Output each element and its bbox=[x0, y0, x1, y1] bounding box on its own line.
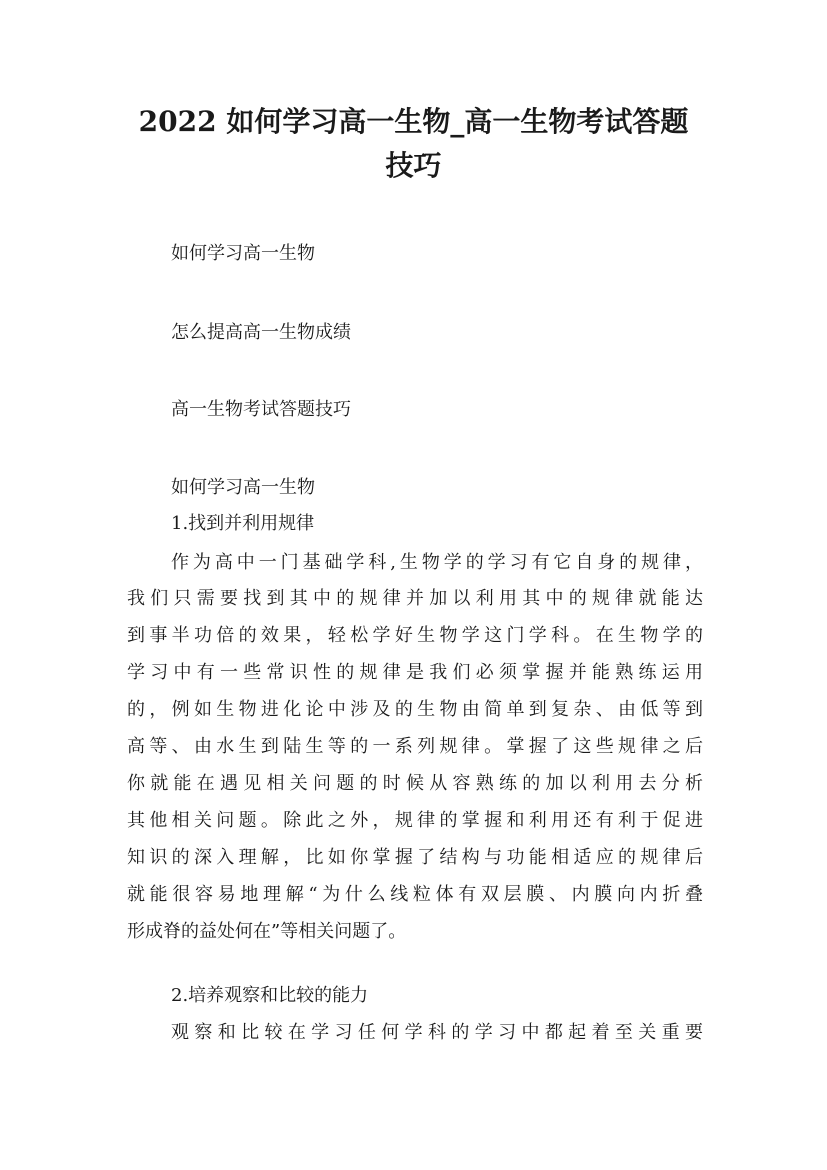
title-line-2: 技巧 bbox=[385, 149, 442, 182]
document-title bbox=[100, 100, 727, 188]
paragraph-line: 学习中有一些常识性的规律是我们必须掌握并能熟练运用 bbox=[127, 662, 703, 683]
toc-item-1: 如何学习高一生物 bbox=[171, 243, 315, 264]
section-heading: 如何学习高一生物 bbox=[171, 477, 315, 498]
toc-item-3: 高一生物考试答题技巧 bbox=[171, 399, 351, 420]
paragraph-line: 我们只需要找到其中的规律并加以利用其中的规律就能达 bbox=[127, 588, 703, 609]
toc-item-2: 怎么提高高一生物成绩 bbox=[171, 322, 351, 343]
paragraph-line: 就能很容易地理解“为什么线粒体有双层膜、内膜向内折叠 bbox=[127, 884, 703, 905]
paragraph-line: 作为高中一门基础学科,生物学的学习有它自身的规律， bbox=[171, 552, 703, 573]
paragraph-line: 形成脊的益处何在”等相关问题了。 bbox=[127, 921, 407, 942]
paragraph-line: 的，例如生物进化论中涉及的生物由简单到复杂、由低等到 bbox=[127, 699, 703, 720]
paragraph-line: 高等、由水生到陆生等的一系列规律。掌握了这些规律之后 bbox=[127, 736, 703, 757]
subheading-1: 1.找到并利用规律 bbox=[171, 513, 315, 534]
paragraph-line: 知识的深入理解，比如你掌握了结构与功能相适应的规律后 bbox=[127, 847, 703, 868]
paragraph-line: 你就能在遇见相关问题的时候从容熟练的加以利用去分析 bbox=[127, 773, 703, 794]
paragraph-line: 到事半功倍的效果，轻松学好生物学这门学科。在生物学的 bbox=[127, 625, 703, 646]
paragraph-line: 观察和比较在学习任何学科的学习中都起着至关重要 bbox=[171, 1022, 703, 1043]
title-line-1: 2022 如何学习高一生物_高一生物考试答题 bbox=[138, 105, 689, 138]
paragraph-line: 其他相关问题。除此之外，规律的掌握和利用还有利于促进 bbox=[127, 810, 703, 831]
subheading-2: 2.培养观察和比较的能力 bbox=[171, 985, 369, 1006]
